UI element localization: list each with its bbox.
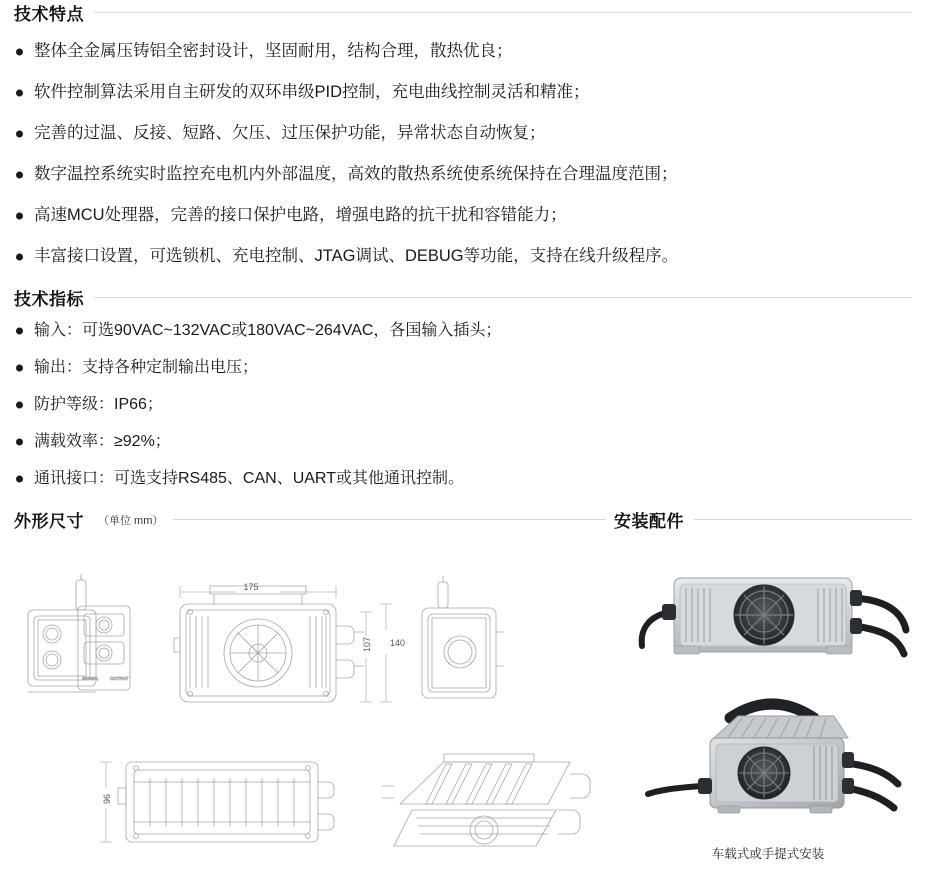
accessories-title: 安装配件 [614,512,685,531]
list-item [14,72,912,113]
features-item-text: 完善的过温、反接、短路、欠压、过压保护功能，异常状态自动恢复； [34,124,546,143]
bullet-dot-icon [16,48,23,55]
charger-photo-top [642,578,906,654]
features-item-text: 高速MCU处理器，完善的接口保护电路，增强电路的抗干扰和容错能力； [34,206,567,225]
lower-headers [14,507,912,532]
specs-item-text: 输出：支持各种定制输出电压； [34,358,259,376]
bullet-dot-icon [16,475,23,482]
output-port-label: OUTPUT [110,676,129,681]
specs-block [14,312,912,497]
specs-title: 技术指标 [14,290,84,309]
header-divider [173,519,606,520]
main-isometric-view [174,586,364,702]
features-item-text: 整体全金属压铸铝全密封设计，坚固耐用，结构合理，散热优良； [34,42,513,61]
bullet-dot-icon [16,364,23,371]
list-item [14,154,912,195]
bullet-dot-icon [16,438,23,445]
header-divider [94,297,912,298]
header-divider [694,519,912,520]
list-item [14,423,912,460]
charger-photo-bottom [648,704,898,813]
specs-list [14,312,912,497]
bullet-dot-icon [16,130,23,137]
accessories-section-header [614,507,912,532]
dimensions-title: 外形尺寸 [14,512,84,531]
list-item [14,386,912,423]
features-item-text: 数字温控系统实时监控充电机内外部温度，高效的散热系统使系统保持在合理温度范围； [34,165,678,184]
list-item [14,312,912,349]
specs-item-text: 满载效率：≥92%； [34,432,171,450]
bullet-dot-icon [16,212,23,219]
header-divider [94,12,912,13]
dimension-side-value: 96 [102,793,112,804]
features-section-header [14,0,912,25]
bullet-dot-icon [16,253,23,260]
list-item [14,195,912,236]
accessories-photos [618,542,918,862]
dimension-height-value: 140 [390,638,406,648]
height-dimension [380,604,392,702]
right-side-view [422,576,504,698]
depth-dimension [360,612,372,702]
specs-section-header [14,285,912,310]
features-block [14,31,912,277]
accessories-caption: 车载式或手提式安装 [711,847,825,861]
bullet-dot-icon [16,327,23,334]
dimension-drawings [14,542,610,862]
dimension-depth-value: 107 [362,636,372,652]
dimensions-section-header [14,507,606,532]
features-item-text: 丰富接口设置，可选锁机、充电控制、JTAG调试、DEBUG等功能，支持在线升级程序。 [34,247,679,266]
dimension-width-value: 175 [243,582,259,592]
list-item [14,113,912,154]
features-title: 技术特点 [14,5,84,24]
specs-item-text: 防护等级：IP66； [34,395,163,413]
features-list [14,31,912,277]
accessories-canvas [618,542,918,862]
finned-top-view [382,754,590,846]
dimension-drawing-svg [14,542,610,862]
drawing-canvas [14,542,610,862]
specs-item-text: 通讯接口：可选支持RS485、CAN、UART或其他通讯控制。 [34,469,464,487]
list-item [14,349,912,386]
bullet-dot-icon [16,401,23,408]
left-side-view [28,574,96,692]
specs-item-text: 输入：可选90VAC~132VAC或180VAC~264VAC，各国输入插头； [34,321,502,339]
accessories-photo-svg [618,542,918,842]
dimensions-unit-label: （单位 mm） [98,514,164,527]
bottom-plate-view [118,762,334,842]
features-item-text: 软件控制算法采用自主研发的双环串级PID控制，充电曲线控制灵活和精准； [34,83,590,102]
signal-port-label: SIGNAL [82,676,99,681]
list-item [14,460,912,497]
list-item [14,31,912,72]
bullet-dot-icon [16,171,23,178]
bullet-dot-icon [16,89,23,96]
list-item [14,236,912,277]
lower-content [14,542,912,862]
